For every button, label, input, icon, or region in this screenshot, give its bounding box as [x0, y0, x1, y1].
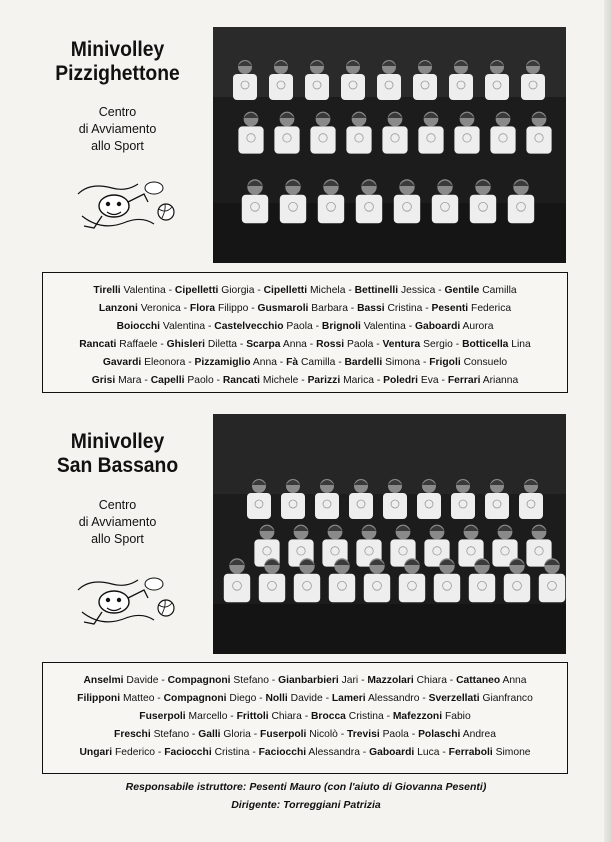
photo-figure	[224, 574, 250, 603]
surname: Compagnoni	[167, 675, 231, 686]
first-name: Valentina	[363, 321, 406, 332]
surname: Lameri	[331, 693, 366, 704]
first-name: Anna	[252, 357, 277, 368]
surname: Filipponi	[77, 693, 121, 704]
surname: Fà	[286, 357, 299, 368]
photo-figure	[418, 126, 443, 153]
surname: Gianbarbieri	[278, 675, 339, 686]
first-name: Alessandro	[367, 693, 420, 704]
photo-figure	[349, 493, 373, 519]
photo-figure	[274, 126, 299, 153]
first-name: Paola	[346, 339, 374, 350]
first-name: Michela	[309, 285, 346, 296]
title-line: San Bassano	[56, 454, 179, 477]
section-pizzighettone	[0, 0, 612, 400]
photo-figure	[449, 74, 473, 100]
first-name: Davide	[290, 693, 323, 704]
surname: Poledri	[383, 375, 419, 386]
photo-figure	[238, 126, 263, 153]
photo-figure	[310, 126, 335, 153]
team-photo	[213, 414, 566, 654]
first-name: Matteo	[122, 693, 155, 704]
surname: Ventura	[382, 339, 421, 350]
first-name: Eva	[420, 375, 439, 386]
photo-figure	[394, 195, 420, 224]
first-name: Simona	[385, 357, 421, 368]
first-name: Paola	[286, 321, 313, 332]
surname: Bettinelli	[354, 285, 399, 296]
names-box	[42, 272, 568, 393]
photo-figure	[454, 126, 479, 153]
first-name: Diego	[229, 693, 257, 704]
first-name: Lina	[511, 339, 531, 350]
photo-figure	[383, 493, 407, 519]
surname: Lanzoni	[98, 303, 138, 314]
surname: Compagnoni	[163, 693, 227, 704]
minivolley-mascot-logo	[72, 568, 177, 630]
photo-figure	[233, 74, 257, 100]
surname: Frittoli	[236, 711, 269, 722]
surname: Cipelletti	[263, 285, 308, 296]
photo-figure	[413, 74, 437, 100]
photo-figure	[346, 126, 371, 153]
photo-figure	[526, 126, 551, 153]
first-name: Stefano	[153, 729, 190, 740]
photo-figure	[242, 195, 268, 224]
photo-figure	[259, 574, 285, 603]
title-line: Minivolley	[70, 38, 165, 61]
surname: Anselmi	[83, 675, 124, 686]
surname: Tirelli	[93, 285, 121, 296]
name-line: Ungari Federico - Faciocchi Cristina - Faciocchi Alessandra - Gaboardi Luca - Ferraboli Simone	[79, 747, 531, 758]
centro-line: allo Sport	[91, 139, 144, 153]
surname: Pesenti	[431, 303, 469, 314]
photo-figure	[485, 493, 509, 519]
first-name: Raffaele	[119, 339, 158, 350]
photo-figure	[356, 195, 382, 224]
volleyball-icon	[158, 204, 174, 220]
first-name: Anna	[282, 339, 307, 350]
photo-figure	[434, 574, 460, 603]
surname: Ungari	[79, 747, 113, 758]
surname: Mazzolari	[367, 675, 414, 686]
surname: Boiocchi	[116, 321, 161, 332]
surname: Gaboardi	[369, 747, 415, 758]
first-name: Luca	[417, 747, 440, 758]
surname: Polaschi	[418, 729, 461, 740]
first-name: Filippo	[217, 303, 249, 314]
surname: Sverzellati	[428, 693, 480, 704]
title-line: Minivolley	[70, 430, 165, 453]
surname: Nolli	[265, 693, 288, 704]
surname: Fuserpoli	[139, 711, 186, 722]
photo-figure	[294, 574, 320, 603]
photo-figure	[382, 126, 407, 153]
responsabile-line: Responsabile istruttore: Pesenti Mauro (con l'aiuto di Giovanna Pesenti)	[125, 781, 487, 793]
first-name: Paola	[382, 729, 409, 740]
surname: Pizzamiglio	[194, 357, 251, 368]
first-name: Nicolò	[309, 729, 338, 740]
name-line: Grisi Mara - Capelli Paolo - Rancati Michele - Parizzi Marica - Poledri Eva - Ferrari Arianna	[91, 375, 519, 386]
surname: Capelli	[150, 375, 185, 386]
photo-figure	[305, 74, 329, 100]
surname: Mafezzoni	[392, 711, 443, 722]
photo-figure	[377, 74, 401, 100]
photo-figure	[504, 574, 530, 603]
surname: Brignoli	[321, 321, 361, 332]
photo-figure	[490, 126, 515, 153]
first-name: Paolo	[187, 375, 214, 386]
photo-figure	[315, 493, 339, 519]
name-line: Lanzoni Veronica - Flora Filippo - Gusmaroli Barbara - Bassi Cristina - Pesenti Federica	[98, 303, 512, 314]
photo-figure	[508, 195, 534, 224]
first-name: Cristina	[214, 747, 250, 758]
first-name: Stefano	[233, 675, 269, 686]
name-line: Fuserpoli Marcello - Frittoli Chiara - Brocca Cristina - Mafezzoni Fabio	[139, 711, 471, 722]
first-name: Davide	[126, 675, 159, 686]
photo-figure	[519, 493, 543, 519]
surname: Flora	[189, 303, 216, 314]
first-name: Anna	[502, 675, 527, 686]
minivolley-mascot-logo	[72, 172, 177, 234]
surname: Grisi	[91, 375, 116, 386]
centro-line: di Avviamento	[78, 515, 157, 529]
name-line: Tirelli Valentina - Cipelletti Giorgia - Cipelletti Michela - Bettinelli Jessica - Gentile Camilla	[93, 285, 517, 296]
photo-figure	[399, 574, 425, 603]
title-line: Pizzighettone	[55, 62, 180, 85]
surname: Frigoli	[429, 357, 461, 368]
first-name: Valentina	[123, 285, 166, 296]
surname: Rancati	[79, 339, 117, 350]
surname: Fuserpoli	[260, 729, 307, 740]
first-name: Mara	[118, 375, 142, 386]
first-name: Alessandra	[308, 747, 360, 758]
photo-figure	[470, 195, 496, 224]
name-line: Freschi Stefano - Galli Gloria - Fuserpoli Nicolò - Trevisi Paola - Polaschi Andrea	[114, 729, 496, 740]
photo-figure	[432, 195, 458, 224]
first-name: Simone	[495, 747, 531, 758]
first-name: Marica	[343, 375, 374, 386]
surname: Gentile	[444, 285, 480, 296]
surname: Gavardi	[102, 357, 142, 368]
first-name: Barbara	[311, 303, 348, 314]
photo-figure	[364, 574, 390, 603]
centro-avviamento	[40, 104, 195, 155]
first-name: Federica	[471, 303, 512, 314]
surname: Botticella	[462, 339, 509, 350]
centro-line: allo Sport	[91, 532, 144, 546]
name-line: Gavardi Eleonora - Pizzamiglio Anna - Fà Camilla - Bardelli Simona - Frigoli Consuelo	[102, 357, 508, 368]
volleyball-icon	[158, 600, 174, 616]
centro-line: di Avviamento	[78, 122, 157, 136]
surname: Faciocchi	[258, 747, 307, 758]
first-name: Gianfranco	[482, 693, 533, 704]
first-name: Arianna	[482, 375, 519, 386]
centro-avviamento	[40, 497, 195, 548]
name-line: Filipponi Matteo - Compagnoni Diego - Nolli Davide - Lameri Alessandro - Sverzellati Gianfranco	[77, 693, 533, 704]
surname: Gusmaroli	[257, 303, 309, 314]
first-name: Chiara	[416, 675, 447, 686]
photo-figure	[451, 493, 475, 519]
surname: Cipelletti	[174, 285, 219, 296]
centro-line: Centro	[98, 105, 137, 119]
surname: Brocca	[311, 711, 346, 722]
first-name: Camilla	[301, 357, 336, 368]
section-title	[46, 430, 189, 478]
photo-figure	[469, 574, 495, 603]
surname: Ferrari	[447, 375, 481, 386]
first-name: Aurora	[462, 321, 494, 332]
surname: Galli	[198, 729, 221, 740]
credits	[0, 778, 612, 814]
photo-figure	[329, 574, 355, 603]
first-name: Marcello	[188, 711, 228, 722]
first-name: Camilla	[482, 285, 517, 296]
first-name: Chiara	[271, 711, 302, 722]
photo-figure	[539, 574, 565, 603]
first-name: Valentina	[162, 321, 206, 332]
names-box	[42, 662, 568, 774]
photo-figure	[318, 195, 344, 224]
surname: Castelvecchio	[214, 321, 284, 332]
first-name: Consuelo	[463, 357, 508, 368]
photo-figure	[281, 493, 305, 519]
first-name: Federico	[114, 747, 156, 758]
first-name: Jessica	[400, 285, 436, 296]
photo-figure	[269, 74, 293, 100]
section-san-bassano	[0, 400, 612, 842]
photo-figure	[521, 74, 545, 100]
centro-line: Centro	[98, 498, 137, 512]
first-name: Veronica	[140, 303, 181, 314]
name-line: Rancati Raffaele - Ghisleri Diletta - Scarpa Anna - Rossi Paola - Ventura Sergio - Botticella Lina	[79, 339, 531, 350]
surname: Cattaneo	[456, 675, 501, 686]
surname: Bassi	[357, 303, 385, 314]
photo-figure	[247, 493, 271, 519]
name-line: Anselmi Davide - Compagnoni Stefano - Gianbarbieri Jari - Mazzolari Chiara - Cattaneo Anna	[83, 675, 527, 686]
surname: Gaboardi	[415, 321, 461, 332]
surname: Rossi	[316, 339, 345, 350]
surname: Faciocchi	[164, 747, 212, 758]
surname: Ghisleri	[166, 339, 205, 350]
surname: Trevisi	[347, 729, 380, 740]
first-name: Fabio	[444, 711, 471, 722]
first-name: Andrea	[462, 729, 496, 740]
first-name: Cristina	[387, 303, 423, 314]
first-name: Gloria	[223, 729, 251, 740]
first-name: Giorgia	[221, 285, 255, 296]
surname: Scarpa	[246, 339, 281, 350]
surname: Bardelli	[344, 357, 383, 368]
surname: Rancati	[222, 375, 261, 386]
photo-figure	[341, 74, 365, 100]
first-name: Eleonora	[144, 357, 186, 368]
team-photo	[213, 27, 566, 263]
first-name: Michele	[262, 375, 299, 386]
first-name: Sergio	[423, 339, 453, 350]
surname: Freschi	[114, 729, 151, 740]
photo-figure	[485, 74, 509, 100]
first-name: Cristina	[348, 711, 384, 722]
first-name: Diletta	[207, 339, 238, 350]
dirigente-line: Dirigente: Torreggiani Patrizia	[231, 799, 381, 811]
section-title	[46, 38, 189, 86]
photo-figure	[417, 493, 441, 519]
name-line: Boiocchi Valentina - Castelvecchio Paola - Brignoli Valentina - Gaboardi Aurora	[116, 321, 494, 332]
surname: Ferraboli	[448, 747, 493, 758]
photo-figure	[280, 195, 306, 224]
first-name: Jari	[341, 675, 359, 686]
surname: Parizzi	[307, 375, 341, 386]
